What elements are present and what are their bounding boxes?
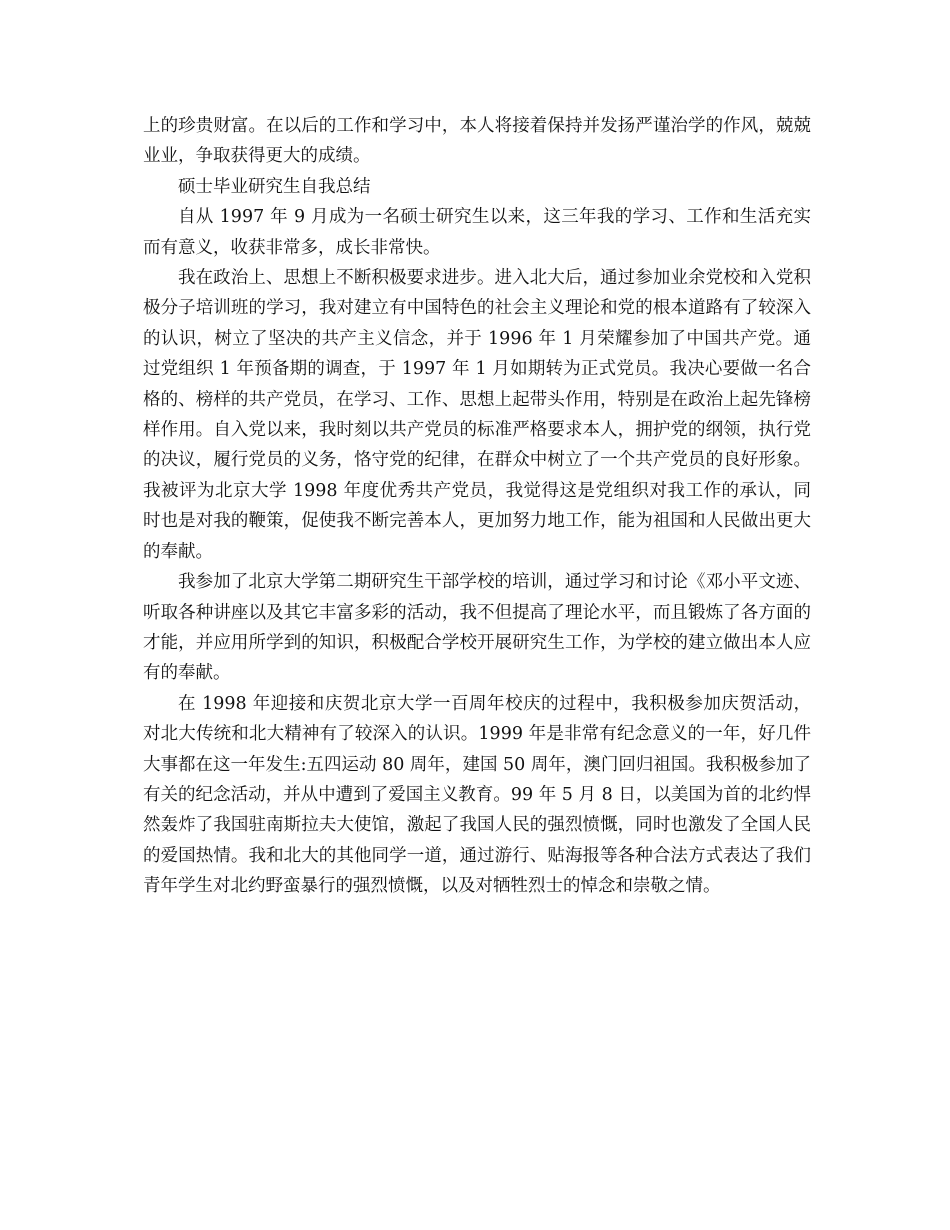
paragraph-political: 我在政治上、思想上不断积极要求进步。进入北大后，通过参加业余党校和入党积极分子培训班的学习，我对建立有中国特色的社会主义理论和党的根本道路有了较深入的认识，树立了坚决的共产主义信念，并于 1996 年 1 月荣耀参加了中国共产党。通过党组织 1 年预备期的调查，于 1997 年 1 月如期转为正式党员。我决心要做一名合格的、榜样的共产党员，在学习、工作、思想上起带头作用，特别是在政治上起先锋榜样作用。自入党以来，我时刻以共产党员的标准严格要求本人，拥护党的纲领，执行党的决议，履行党员的义务，恪守党的纪律，在群众中树立了一个共产党员的良好形象。我被评为北京大学 1998 年度优秀共产党员，我觉得这是党组织对我工作的承认，同时也是对我的鞭策，促使我不断完善本人，更加努力地工作，能为祖国和人民做出更大的奉献。 [143,268,811,562]
paragraph-intro: 自从 1997 年 9 月成为一名硕士研究生以来，这三年我的学习、工作和生活充实而有意义，收获非常多，成长非常快。 [143,207,811,258]
paragraph-anniversary: 在 1998 年迎接和庆贺北京大学一百周年校庆的过程中，我积极参加庆贺活动，对北大传统和北大精神有了较深入的认识。1999 年是非常有纪念意义的一年，好几件大事都在这一年发生:五四运动 80 周年，建国 50 周年，澳门回归祖国。我积极参加了有关的纪念活动，并从中遭到了爱国主义教育。99 年 5 月 8 日，以美国为首的北约悍然轰炸了我国驻南斯拉夫大使馆，激起了我国人民的强烈愤慨，同时也激发了全国人民的爱国热情。我和北大的其他同学一道，通过游行、贴海报等各种合法方式表达了我们青年学生对北约野蛮暴行的强烈愤慨，以及对牺牲烈士的悼念和崇敬之情。 [143,693,811,897]
paragraph-training: 我参加了北京大学第二期研究生干部学校的培训，通过学习和讨论《邓小平文迹、听取各种讲座以及其它丰富多彩的活动，我不但提高了理论水平，而且锻炼了各方面的才能，并应用所学到的知识，积极配合学校开展研究生工作，为学校的建立做出本人应有的奉献。 [143,572,811,684]
section-title: 硕士毕业研究生自我总结 [178,176,371,197]
document-page [143,111,811,902]
paragraph-continuation: 上的珍贵财富。在以后的工作和学习中，本人将接着保持并发扬严谨治学的作风，兢兢业业，争取获得更大的成绩。 [143,116,811,167]
